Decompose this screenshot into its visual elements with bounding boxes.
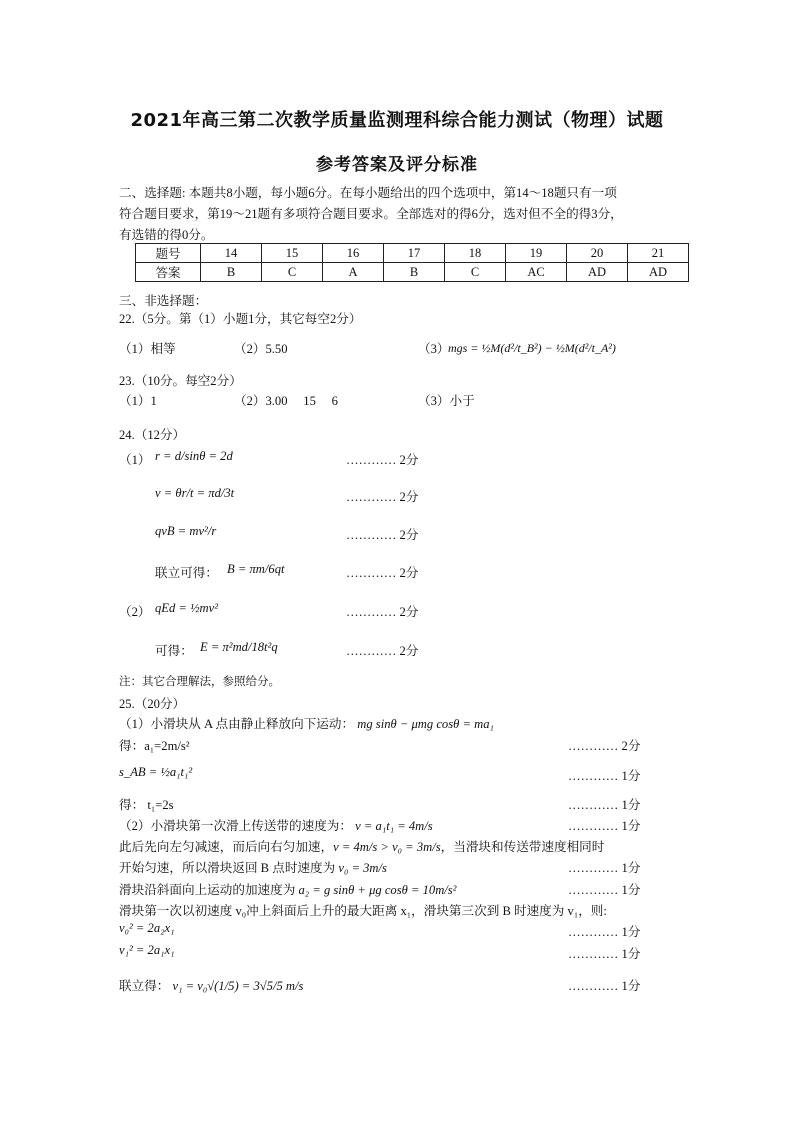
table-cell: C xyxy=(445,263,506,282)
q24-formula-v: v = θr/t = πd/3t xyxy=(155,486,235,500)
q24-part1-label: （1） xyxy=(119,453,151,467)
q24-combine-label: 联立可得： xyxy=(155,566,218,580)
q23-header: 23.（10分。每空2分） xyxy=(119,374,242,388)
q25-score: ………… 1分 xyxy=(568,798,641,812)
table-row-numbers xyxy=(136,244,689,263)
q25-line7-text: 开始匀速，所以滑块返回 B 点时速度为 xyxy=(119,861,336,875)
table-row-answers xyxy=(136,263,689,282)
q25-header: 25.（20分） xyxy=(119,697,186,711)
q25-score: ………… 1分 xyxy=(568,925,641,939)
q24-formula-qed: qEd = ½mv² xyxy=(155,601,218,615)
q24-header: 24.（12分） xyxy=(119,428,186,442)
q25-line1-text: （1）小滑块从 A 点由静止释放向下运动： xyxy=(119,717,355,731)
row-label-number: 题号 xyxy=(136,244,201,263)
q24-formula-b: B = πm/6qt xyxy=(227,562,285,576)
q25-line6 xyxy=(119,836,604,855)
q25-score: ………… 1分 xyxy=(568,861,641,875)
q25-line5-text: （2）小滑块第一次滑上传送带的速度为： xyxy=(119,819,352,833)
answer-table xyxy=(135,243,689,282)
section2-intro-line2: 符合题目要求，第19～21题有多项符合题目要求。全部选对的得6分，选对但不全的得3分， xyxy=(119,207,623,221)
q22-header: 22.（5分。第（1）小题1分，其它每空2分） xyxy=(119,312,362,326)
q25-line2: 得：a₁=2m/s² xyxy=(119,739,190,753)
q25-line6-text: 此后先向左匀减速，而后向右匀加速， xyxy=(119,840,334,854)
page-subtitle: 参考答案及评分标准 xyxy=(316,155,478,175)
table-cell: AD xyxy=(567,263,628,282)
q25-score: ………… 1分 xyxy=(568,947,641,961)
q24-formula-qvb: qvB = mv²/r xyxy=(155,524,217,538)
q22-answer1: （1）相等 xyxy=(119,342,176,356)
table-cell: 15 xyxy=(262,244,323,263)
q25-score: ………… 1分 xyxy=(568,979,641,993)
q25-line11: v₁² = 2a₁x₁ xyxy=(119,943,175,957)
q25-line9: 滑块第一次以初速度 v₀冲上斜面后上升的最大距离 x₁，滑块第三次到 B 时速度为 v₁，则: xyxy=(119,904,607,918)
q25-line5 xyxy=(119,815,433,834)
q25-line4: 得： t₁=2s xyxy=(119,798,174,812)
q24-score: ………… 2分 xyxy=(346,605,419,619)
section2-intro-line3: 有选错的得0分。 xyxy=(119,228,214,242)
q25-line7-formula: v₀ = 3m/s xyxy=(338,861,387,875)
q25-line12-formula: v₁ = v₀√(1/5) = 3√5/5 m/s xyxy=(172,979,304,993)
table-cell: B xyxy=(384,263,445,282)
table-cell: 17 xyxy=(384,244,445,263)
table-cell: A xyxy=(323,263,384,282)
table-cell: AD xyxy=(628,263,689,282)
table-cell: 18 xyxy=(445,244,506,263)
q24-score: ………… 2分 xyxy=(346,566,419,580)
q24-score: ………… 2分 xyxy=(346,453,419,467)
q25-score: ………… 1分 xyxy=(568,769,641,783)
q22-answer3-formula: mgs = ½M(d²/t_B²) − ½M(d²/t_A²) xyxy=(448,341,616,355)
table-cell: 21 xyxy=(628,244,689,263)
q24-score: ………… 2分 xyxy=(346,528,419,542)
q24-result-label: 可得： xyxy=(155,644,193,658)
q24-formula-r: r = d/sinθ = 2d xyxy=(155,449,233,463)
q25-score: ………… 2分 xyxy=(568,739,641,753)
q23-answer1: （1）1 xyxy=(119,394,157,408)
q24-score: ………… 2分 xyxy=(346,644,419,658)
q23-answer2: （2）3.00 15 6 xyxy=(234,394,338,408)
table-cell: B xyxy=(201,263,262,282)
page-title: 2021年高三第二次教学质量监测理科综合能力测试（物理）试题 xyxy=(130,110,664,131)
row-label-answer: 答案 xyxy=(136,263,201,282)
q24-part2-label: （2） xyxy=(119,605,151,619)
q25-line6-tail: ，当滑块和传送带速度相同时 xyxy=(440,840,605,854)
q25-line10: v₀² = 2a₂x₁ xyxy=(119,921,175,935)
q25-line1-formula: mg sinθ − μmg cosθ = ma₁ xyxy=(357,717,494,731)
q25-line5-formula: v = a₁t₁ = 4m/s xyxy=(355,819,433,833)
table-cell: 19 xyxy=(506,244,567,263)
q25-line8-formula: a₂ = g sinθ + μg cosθ = 10m/s² xyxy=(298,883,457,897)
q25-line1 xyxy=(119,713,494,732)
q22-answer2: （2）5.50 xyxy=(234,342,288,356)
q25-line8 xyxy=(119,879,456,898)
q23-answer3: （3）小于 xyxy=(418,394,475,408)
table-cell: C xyxy=(262,263,323,282)
q25-line12-text: 联立得： xyxy=(119,979,170,993)
section2-intro-line1: 二、选择题: 本题共8小题，每小题6分。在每小题给出的四个选项中，第14～18题只有一项 xyxy=(119,186,617,200)
q22-answer3-label: （3） xyxy=(418,342,450,356)
table-cell: AC xyxy=(506,263,567,282)
section3-heading: 三、非选择题： xyxy=(119,294,208,308)
q24-note: 注：其它合理解法，参照给分。 xyxy=(119,676,280,688)
q25-line7 xyxy=(119,857,387,876)
q25-line8-text: 滑块沿斜面向上运动的加速度为 xyxy=(119,883,296,897)
q25-line6-formula: v = 4m/s > v₀ = 3m/s xyxy=(333,840,441,854)
table-cell: 20 xyxy=(567,244,628,263)
q24-formula-e: E = π²md/18t²q xyxy=(200,640,278,654)
table-cell: 16 xyxy=(323,244,384,263)
q25-line12 xyxy=(119,975,303,994)
q24-score: ………… 2分 xyxy=(346,490,419,504)
q25-score: ………… 1分 xyxy=(568,819,641,833)
table-cell: 14 xyxy=(201,244,262,263)
q25-line3: s_AB = ½a₁t₁² xyxy=(119,765,193,779)
q25-score: ………… 1分 xyxy=(568,883,641,897)
